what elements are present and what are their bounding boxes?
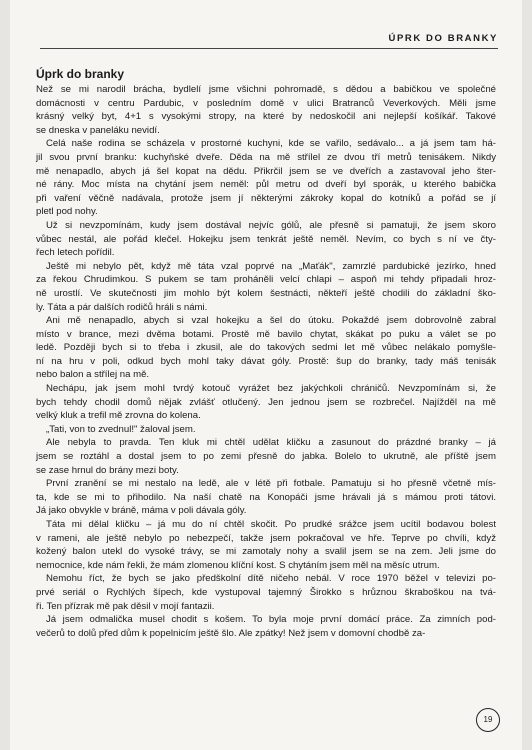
paragraph-line: večerů to dolů před dům k popelnicím ještě šlo. Ale zpátky! Než jsem v domovní chodbě za- [36, 627, 426, 639]
paragraph-line: né rány. Moc místa na chytání jsem neměl: půl metru od dveří byl sporák, u kterého babička [36, 179, 496, 191]
paragraph-line: ři. Ten přízrak mě pak děsil v mojí fantazii. [36, 600, 215, 612]
page-number: 19 [476, 708, 500, 732]
paragraph-line: domácnosti v centru Pardubic, v posledním domě v ulici Bratranců Veverkových. Měli jsme [36, 97, 496, 109]
section-title: Úprk do branky [36, 67, 125, 81]
paragraph-line: vůbec nestál, ale pořád klečel. Hokejku jsem tenkrát ještě neměl. Nevím, co bych s ní ve čty- [36, 233, 496, 245]
paragraph [36, 219, 496, 260]
paragraph-line: Ještě mi nebylo pět, když mě táta vzal poprvé na „Maťák", zamrzlé pardubické jezírko, hned [46, 260, 496, 272]
paragraph-line: ně urostlí. Ve skutečnosti jim mohlo být kolem šestnácti, někteří ještě chodili do základní ško- [36, 287, 496, 299]
paragraph-line: Než se mi narodil brácha, bydlelí jsme všichni pohromadě, s dědou a babičkou ve společné [36, 84, 496, 95]
paragraph [36, 314, 496, 382]
paragraph-line: pletl pod nohy. [36, 206, 98, 218]
paragraph-line: při vaření věčně nadávala, protože jsem jí některými zákroky kopal do kotníků a pořád se jí [36, 192, 496, 204]
book-page [10, 0, 522, 750]
paragraph-line: „Tati, von to zvednul!" žaloval jsem. [46, 423, 196, 435]
paragraph-line: nebo balon a střílej na mě. [36, 369, 150, 381]
paragraph-line: jsem se roztáhl a dostal jsem to po zemi přesně do jabka. Bolelo to ukrutně, ale příště jsem [36, 451, 496, 463]
paragraph-line: Nemohu říct, že bych se jako předškolní dítě ničeho nebál. V roce 1970 běžel v televizi po- [46, 573, 496, 585]
paragraph-line: jil svou první branku: kuchyňské dveře. Děda na mě střílel ze dvou tří metrů tenisákem. Nikdy [36, 151, 496, 163]
paragraph [36, 613, 496, 640]
paragraph [36, 477, 496, 518]
paragraph-line: v rameni, ale ještě nebylo po nebezpečí, takže jsem pokračoval ve hře. Teprve po chvíli, když [36, 532, 496, 544]
running-title: ÚPRK DO BRANKY [388, 33, 498, 44]
paragraph-line: Už si nevzpomínám, kudy jsem dostával nejvíc gólů, ale přesně si pamatuji, že jsem skoro [46, 219, 496, 231]
page-content [36, 67, 496, 640]
paragraph-line: První zranění se mi nestalo na ledě, ale v létě při fotbale. Pamatuju si ho přesně včetně mís- [46, 478, 496, 490]
paragraph [36, 83, 496, 137]
paragraph [36, 572, 496, 613]
paragraph-line: Nechápu, jak jsem mohl tvrdý kotouč vyrážet bez jakýchkoli chráničů. Nevzpomínám si, že [46, 383, 496, 395]
paragraph-line: Já jako obvykle v bráně, máma v poli dávala góly. [36, 505, 247, 517]
paragraph-line: Celá naše rodina se scházela v prostorné kuchyni, kde se vařilo, sedávalo... a já jsem tam há- [46, 138, 496, 150]
paragraph-line: ní na hru v poli, odkud bych mohl taky dávat góly. Prostě: šup do branky, tady máš tenisák [36, 355, 496, 367]
paragraph-line: Ale nebyla to pravda. Ten kluk mi chtěl udělat kličku a zasunout do prázdné branky – já [46, 437, 496, 449]
paragraph-line: za řekou Chrudimkou. S pukem se tam proháněli velcí chlapi – aspoň mi tehdy připadali hroz- [36, 274, 496, 286]
paragraph-line: mě nenapadlo, abych já šel kopat na dědu. Přikrčil jsem se ve dveřích a zastavoval jeho šter- [36, 165, 496, 177]
paragraph-line: řech letech pořídil. [36, 247, 115, 259]
body-text [36, 83, 496, 640]
paragraph [36, 423, 496, 437]
paragraph [36, 137, 496, 219]
paragraph [36, 382, 496, 423]
paragraph-line: Táta mi dělal kličku – já mu do ní chtěl skočit. Po prudké srážce jsem ucítil bodavou bolest [46, 519, 496, 530]
running-header [40, 8, 498, 49]
paragraph-line: velký kluk a trefil mě zrovna do kolena. [36, 410, 201, 422]
paragraph [36, 436, 496, 477]
paragraph [36, 518, 496, 572]
paragraph-line: nemocnice, kde nám řekli, že mám zlomenou klíční kost. S chytáním jsem měl na měsíc utrum. [36, 559, 440, 571]
paragraph-line: se zase hrnul do brány mezi boty. [36, 464, 179, 476]
paragraph-line: ta, kde se mi to přihodilo. Na naší chatě na Konopáči jsme hrávali já s mámou proti tátovi. [36, 491, 496, 503]
paragraph-line: krásný velký byt, 4+1 s vysokými stropy, na které by nedoskočil ani nejlepší košíkář. Takové [36, 111, 496, 123]
paragraph-line: prvé seriál o Rychlých šípech, kde vystupoval tajemný Širokko s hrůznou škraboškou na tvá- [36, 586, 496, 598]
paragraph-line: ly. Táta a pár dalších rodičů hráli s námi. [36, 301, 208, 313]
paragraph [36, 260, 496, 314]
paragraph-line: ledě. Později bych si to třeba i zkusil, ale do takových sedmi let mě vůbec nelákalo pomyšle- [36, 342, 496, 354]
paragraph-line: Já jsem odmalička musel chodit s košem. To byla moje první domácí práce. Za zimních pod- [46, 614, 496, 626]
paragraph-line: místo v brance, mezi dvěma botami. Prostě mě bavilo chytat, skákat po puku a válet se po [36, 328, 496, 340]
paragraph-line: bych tehdy chodil domů nějak zvlášť otlučený. Jen jednou jsem se rozbrečel. Najížděl na mě [36, 396, 496, 408]
paragraph-line: Ani mě nenapadlo, abych si vzal hokejku a šel do útoku. Pokaždé jsem dobrovolně zabral [46, 315, 496, 327]
paragraph-line: kožený balon utekl do vysoké trávy, se mi zamotaly nohy a svalil jsem se na zem. Jeli jsme do [36, 546, 496, 558]
paragraph-line: se dneska v paneláku nevidí. [36, 124, 160, 136]
